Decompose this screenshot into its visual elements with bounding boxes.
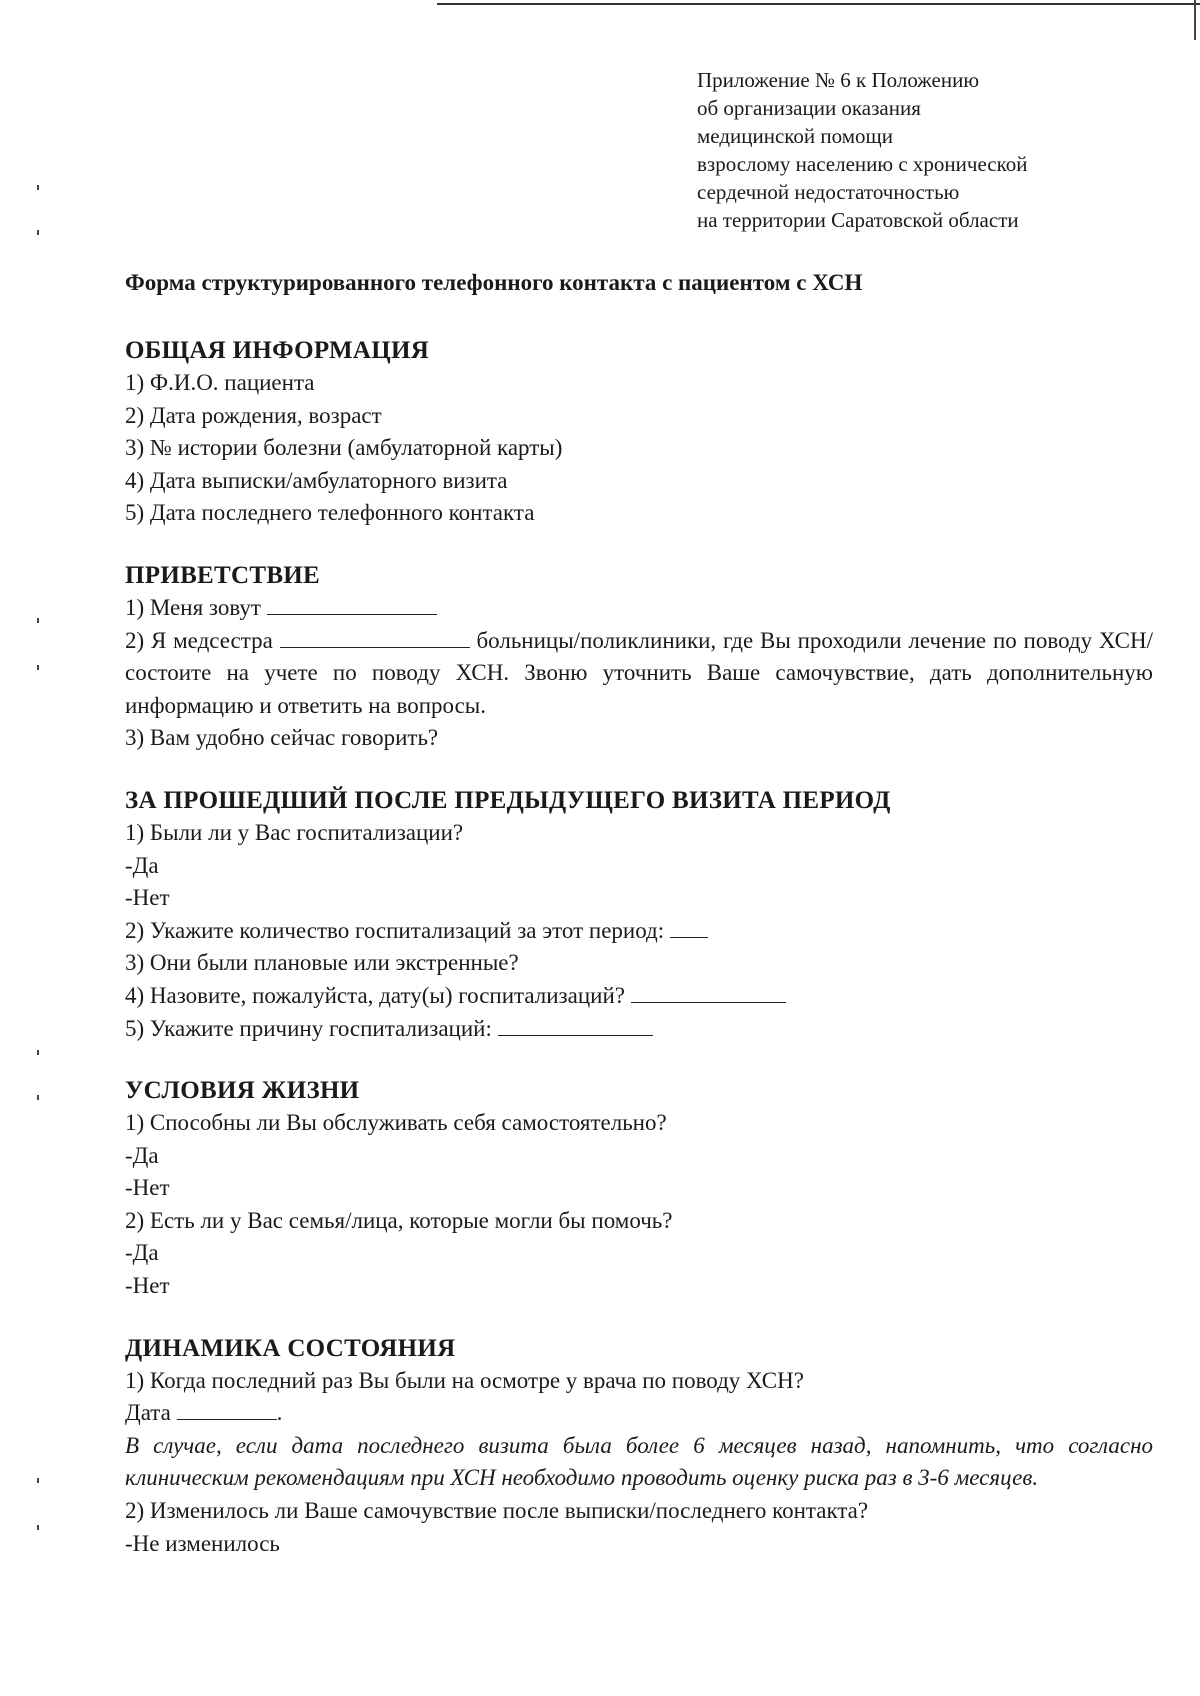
section-heading: ДИНАМИКА СОСТОЯНИЯ [125, 1334, 456, 1362]
list-item: 1) Когда последний раз Вы были на осмотре у врача по поводу ХСН? [125, 1367, 804, 1393]
item-text: 4) Назовите, пожалуйста, дату(ы) госпитализаций? [125, 982, 625, 1008]
scan-speck [37, 1050, 39, 1055]
section-heading: УСЛОВИЯ ЖИЗНИ [125, 1077, 360, 1105]
item-text: больницы/поликлиники, где Вы проходили лечение по поводу ХСН/состоите на учете по поводу ХСН. Звоню уточнить Ваше самочувствие, дать дополнительную информацию и ответить на вопросы. [125, 627, 1153, 718]
option-yes: -Да [125, 1240, 159, 1266]
section-heading: ЗА ПРОШЕДШИЙ ПОСЛЕ ПРЕДЫДУЩЕГО ВИЗИТА ПЕРИОД [125, 786, 891, 814]
scan-speck [37, 1525, 39, 1530]
option-no: -Нет [125, 885, 170, 911]
option-yes: -Да [125, 852, 159, 878]
annex-line: об организации оказания [697, 96, 921, 120]
annex-line: медицинской помощи [697, 124, 893, 148]
period-mark: . [276, 1400, 283, 1426]
section-period [125, 785, 1153, 1045]
section-heading: ПРИВЕТСТВИЕ [125, 561, 321, 589]
fill-in-blank[interactable] [670, 917, 708, 938]
section-dynamics [125, 1333, 1153, 1561]
scan-edge-mark [1194, 0, 1196, 40]
scan-speck [37, 665, 39, 670]
list-item: 1) Способны ли Вы обслуживать себя самостоятельно? [125, 1110, 667, 1136]
annex-line: взрослому населению с хронической [697, 152, 1028, 176]
fill-in-blank[interactable] [267, 594, 437, 615]
list-item [125, 592, 1153, 625]
option-no: -Нет [125, 1175, 170, 1201]
list-item [125, 915, 1153, 948]
list-item [125, 980, 1153, 1013]
document-title: Форма структурированного телефонного контакта с пациентом с ХСН [125, 270, 863, 295]
list-item: 4) Дата выписки/амбулаторного визита [125, 467, 508, 493]
item-text: 2) Я медсестра [125, 627, 273, 653]
fill-in-blank[interactable] [631, 982, 786, 1003]
list-item: 3) Они были плановые или экстренные? [125, 950, 519, 976]
section-heading: ОБЩАЯ ИНФОРМАЦИЯ [125, 337, 430, 364]
annex-line: на территории Саратовской области [697, 208, 1019, 232]
list-item: 2) Есть ли у Вас семья/лица, которые могли бы помочь? [125, 1207, 673, 1233]
form-body [125, 335, 1153, 1590]
list-item: 3) Вам удобно сейчас говорить? [125, 725, 439, 751]
list-item: 2) Изменилось ли Ваше самочувствие после выписки/последнего контакта? [125, 1498, 869, 1524]
section-general-info [125, 335, 1153, 530]
section-living-conditions [125, 1075, 1153, 1303]
list-item: 1) Ф.И.О. пациента [125, 370, 315, 395]
scan-speck [37, 618, 39, 623]
list-item [125, 625, 1153, 723]
option-unchanged: -Не изменилось [125, 1530, 280, 1556]
fill-in-blank[interactable] [498, 1015, 653, 1036]
annex-note [697, 66, 1028, 234]
option-no: -Нет [125, 1273, 170, 1299]
list-item: 3) № истории болезни (амбулаторной карты) [125, 435, 563, 461]
item-text: 5) Укажите причину госпитализаций: [125, 1015, 492, 1041]
list-item: 5) Дата последнего телефонного контакта [125, 500, 535, 526]
instruction-note: В случае, если дата последнего визита была более 6 месяцев назад, напомнить, что согласно клиническим рекомендациям при ХСН необходимо проводить оценку риска раз в 3-6 месяцев. [125, 1432, 1153, 1491]
item-text: 1) Меня зовут [125, 594, 261, 620]
list-item [125, 1013, 1153, 1046]
fill-in-blank[interactable] [177, 1399, 277, 1420]
annex-line: Приложение № 6 к Положению [697, 68, 980, 92]
scan-speck [37, 185, 39, 190]
scan-top-rule [437, 3, 1200, 5]
date-line [125, 1397, 1153, 1430]
section-greeting [125, 560, 1153, 755]
annex-line: сердечной недостаточностью [697, 180, 960, 204]
option-yes: -Да [125, 1142, 159, 1168]
scan-speck [37, 1095, 39, 1100]
scan-speck [37, 1478, 39, 1483]
scan-speck [37, 230, 39, 235]
list-item: 1) Были ли у Вас госпитализации? [125, 819, 464, 845]
list-item: 2) Дата рождения, возраст [125, 402, 382, 428]
item-text: 2) Укажите количество госпитализаций за этот период: [125, 917, 665, 943]
fill-in-blank[interactable] [280, 627, 470, 648]
date-label: Дата [125, 1400, 171, 1426]
